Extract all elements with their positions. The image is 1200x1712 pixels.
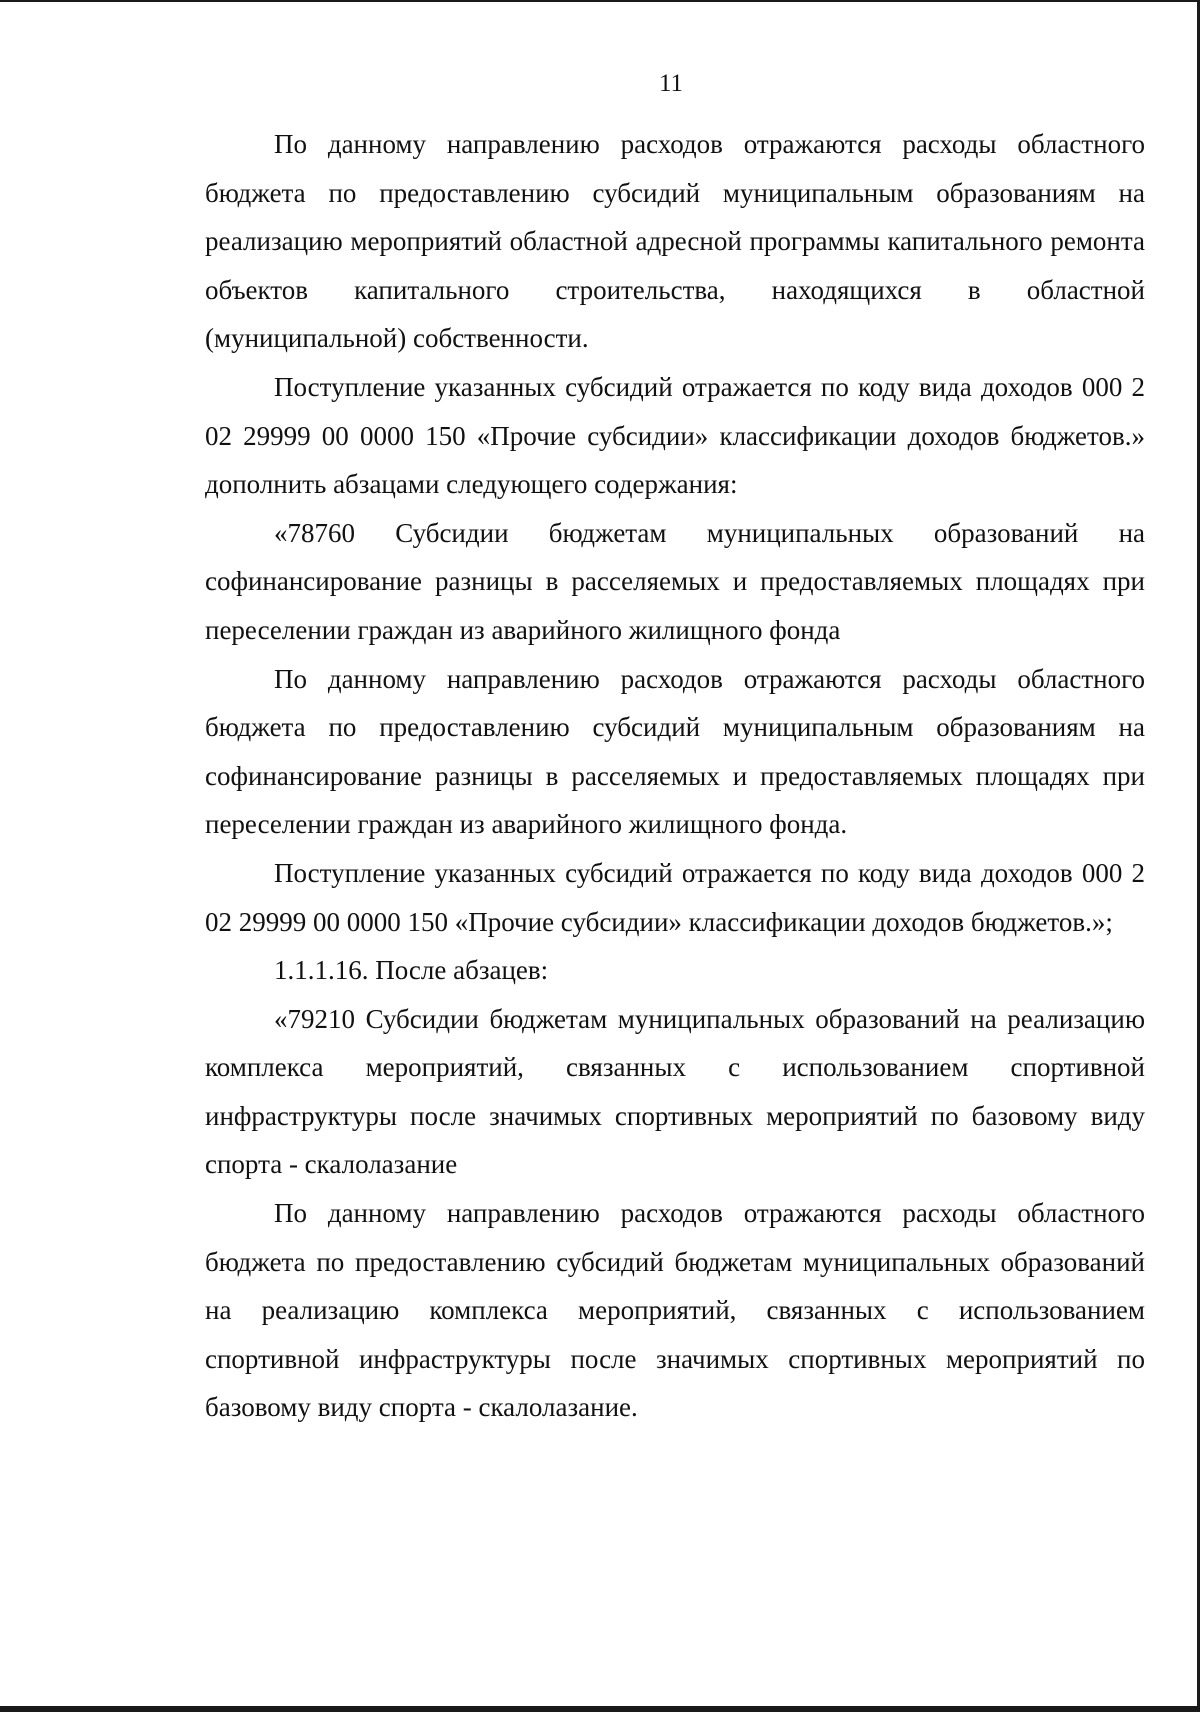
scan-edge-top xyxy=(0,0,1200,2)
paragraph-2: Поступление указанных субсидий отражается по коду вида доходов 000 2 02 29999 00 0000 150 «Прочие субсидии» классификации доходов бюджетов.» дополнить абзацами следующего содержания: xyxy=(205,371,1145,500)
paragraph-8: По данному направлению расходов отражаются расходы областного бюджета по предоставлению субсидий бюджетам муниципальных образований на реализацию комплекса мероприятий, связанных с использованием спортивной инфраструктуры после значимых спортивных мероприятий по базовому виду спорта - скалолазание. xyxy=(205,1198,1145,1423)
paragraph-6: 1.1.1.16. После абзацев: xyxy=(274,955,549,986)
scan-edge-bottom xyxy=(0,1706,1200,1712)
paragraph-7: «79210 Субсидии бюджетам муниципальных образований на реализацию комплекса мероприятий, связанных с использованием спортивной инфраструктуры после значимых спортивных мероприятий по базовому виду спорта - скалолазание xyxy=(205,1003,1145,1180)
paragraph-5: Поступление указанных субсидий отражается по коду вида доходов 000 2 02 29999 00 0000 150 «Прочие субсидии» классификации доходов бюджетов.»; xyxy=(205,857,1145,937)
page-number: 11 xyxy=(658,70,684,97)
document-body xyxy=(205,120,1145,1432)
paragraph-3: «78760 Субсидии бюджетам муниципальных образований на софинансирование разницы в расселяемых и предоставляемых площадях при переселении граждан из аварийного жилищного фонда xyxy=(205,517,1145,645)
paragraph-1: По данному направлению расходов отражаются расходы областного бюджета по предоставлению субсидий муниципальным образованиям на реализацию мероприятий областной адресной программы капитального ремонта объектов капитального строительства, находящихся в областной (муниципальной) собственности. xyxy=(205,129,1145,354)
paragraph-4: По данному направлению расходов отражаются расходы областного бюджета по предоставлению субсидий муниципальным образованиям на софинансирование разницы в расселяемых и предоставляемых площадях при переселении граждан из аварийного жилищного фонда. xyxy=(205,663,1145,840)
